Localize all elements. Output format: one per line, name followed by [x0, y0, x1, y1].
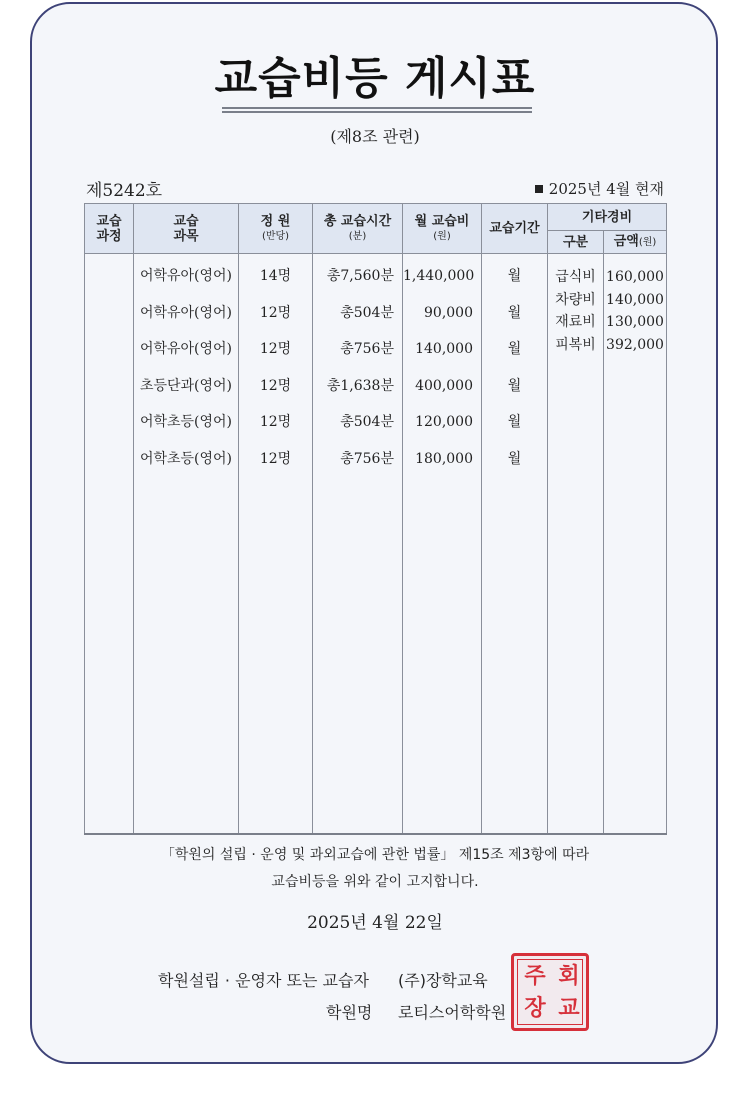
header-subject [134, 204, 239, 254]
header-monthly-fee-label: 월 교습비 [414, 213, 470, 229]
expense-category-cell: 피복비 [555, 336, 596, 353]
header-capacity [239, 204, 313, 254]
time-cell: 총1,638분 [326, 377, 394, 394]
time-cell: 총756분 [340, 450, 394, 467]
legal-notice [0, 842, 750, 896]
header-other-category: 구분 [548, 231, 604, 254]
capacity-cell: 12명 [259, 377, 292, 394]
time-column [313, 254, 403, 835]
header-other-expenses: 기타경비 [548, 204, 667, 231]
header-course-line1: 교습 [96, 213, 122, 229]
header-total-time-unit: (분) [348, 230, 367, 242]
header-course-line2: 과정 [96, 228, 122, 244]
seal-glyph: 회 [558, 964, 580, 989]
expense-amount-cell: 140,000 [606, 291, 664, 308]
period-cell: 월 [507, 450, 522, 467]
square-bullet-icon [535, 185, 543, 193]
capacity-cell: 14명 [259, 268, 292, 284]
company-seal-stamp [511, 953, 589, 1031]
expense-amount-cell: 392,000 [606, 336, 664, 353]
operator-value: (주)장학교육 [398, 971, 488, 990]
subject-cell: 어학유아(영어) [139, 341, 233, 357]
header-course [85, 204, 134, 254]
header-capacity-label: 정 원 [260, 213, 291, 229]
header-monthly-fee-unit: (원) [433, 230, 451, 242]
seal-glyph: 주 [524, 964, 546, 989]
subject-cell: 어학초등(영어) [139, 414, 233, 430]
subject-cell: 어학초등(영어) [139, 450, 233, 467]
header-capacity-unit: (반당) [261, 230, 290, 242]
legal-notice-line1: 「학원의 설립 · 운영 및 과외교습에 관한 법률」 제15조 제3항에 따라 [160, 847, 590, 863]
capacity-column [239, 254, 313, 835]
expense-category-cell: 급식비 [555, 269, 596, 285]
fee-cell: 120,000 [415, 414, 473, 430]
header-total-time-label: 총 교습시간 [323, 213, 392, 229]
expense-category-cell: 재료비 [555, 314, 596, 330]
capacity-cell: 12명 [259, 414, 292, 430]
time-cell: 총756분 [340, 341, 394, 357]
header-other-amount-label: 금액 [613, 234, 639, 249]
fee-cell: 90,000 [424, 304, 473, 321]
period-cell: 월 [507, 304, 522, 321]
header-subject-line2: 과목 [173, 228, 199, 244]
other-amount-column [604, 254, 667, 835]
course-column [85, 254, 134, 835]
header-other-amount-unit: (원) [638, 237, 657, 248]
header-total-time [313, 204, 403, 254]
title-underline [222, 107, 532, 109]
header-other-amount [604, 231, 667, 254]
fee-table [84, 203, 667, 835]
seal-glyph: 교 [558, 996, 580, 1021]
time-cell: 총7,560분 [326, 268, 394, 284]
document-number: 제5242호 [86, 181, 163, 201]
period-cell: 월 [507, 341, 522, 357]
legal-notice-line2: 교습비등을 위와 같이 고지합니다. [271, 874, 479, 890]
time-cell: 총504분 [340, 414, 394, 430]
seal-glyph: 장 [524, 996, 546, 1021]
period-cell: 월 [507, 414, 522, 430]
fee-cell: 140,000 [415, 341, 473, 357]
fee-cell: 400,000 [415, 377, 473, 394]
as-of-text: 2025년 4월 현재 [548, 180, 664, 198]
fee-cell: 180,000 [415, 450, 473, 467]
capacity-cell: 12명 [259, 341, 292, 357]
header-monthly-fee [403, 204, 482, 254]
operator-label: 학원설립 · 운영자 또는 교습자 [158, 971, 369, 990]
time-cell: 총504분 [340, 304, 394, 321]
period-cell: 월 [507, 268, 522, 284]
expense-amount-cell: 160,000 [606, 269, 664, 285]
capacity-cell: 12명 [259, 450, 292, 467]
title-underline-secondary [222, 111, 532, 113]
subject-column [134, 254, 239, 835]
other-category-column [548, 254, 604, 835]
academy-value: 로티스어학학원 [398, 1003, 507, 1022]
header-period: 교습기간 [482, 204, 548, 254]
period-cell: 월 [507, 377, 522, 394]
page-subtitle: (제8조 관련) [330, 127, 420, 146]
fee-column [403, 254, 482, 835]
academy-label: 학원명 [326, 1003, 373, 1022]
subject-cell: 어학유아(영어) [139, 304, 233, 321]
notice-date: 2025년 4월 22일 [307, 913, 443, 933]
capacity-cell: 12명 [259, 304, 292, 321]
subject-cell: 초등단과(영어) [139, 377, 233, 394]
expense-amount-cell: 130,000 [606, 314, 664, 330]
period-column [482, 254, 548, 835]
expense-category-cell: 차량비 [555, 291, 596, 308]
header-subject-line1: 교습 [173, 213, 199, 229]
fee-cell: 1,440,000 [403, 268, 475, 284]
as-of-date [535, 178, 664, 199]
subject-cell: 어학유아(영어) [139, 268, 233, 284]
page-title: 교습비등 게시표 [214, 53, 536, 104]
